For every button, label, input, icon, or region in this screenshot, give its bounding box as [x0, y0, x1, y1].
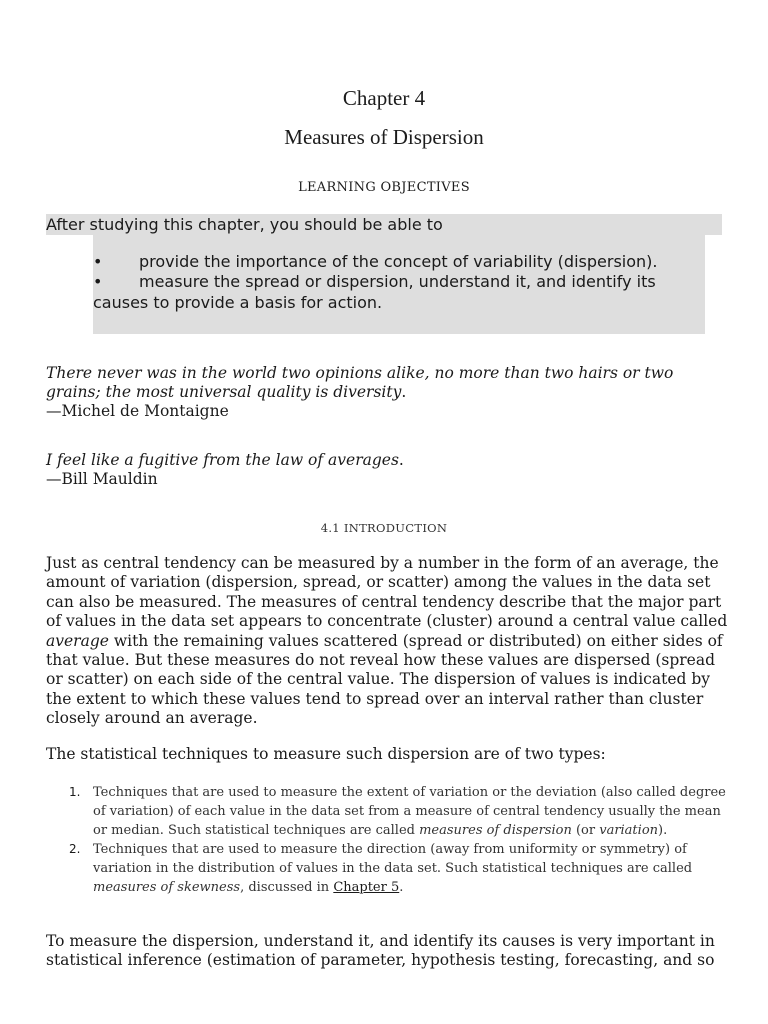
list-text: Techniques that are used to measure the extent of variation or the deviation (also called degree of variation) of each value in the data set from a measure of central tendency usually the mean or median. Such statistical techniques are called — [93, 785, 726, 838]
objectives-list — [93, 235, 705, 334]
list-text: , discussed in — [240, 880, 334, 895]
numbered-list — [46, 783, 726, 897]
objective-text: provide the importance of the concept of variability (dispersion). — [139, 252, 658, 271]
epigraph-quote — [46, 451, 726, 489]
list-emphasis: measures of dispersion — [419, 823, 572, 838]
chapter-5-link[interactable]: Chapter 5 — [333, 880, 400, 895]
objectives-intro: After studying this chapter, you should be able to — [46, 214, 722, 235]
objective-text: measure the spread or dispersion, understand it, and identify its causes to provide a basis for action. — [93, 272, 656, 312]
quote-text-block — [46, 451, 726, 470]
list-text: ). — [658, 823, 668, 838]
list-text: . — [399, 880, 404, 895]
paragraph-text: Just as central tendency can be measured by a number in the form of an average, the amount of variation (dispersion, spread, or scatter) among the values in the data set can also be measured. The measures of central tendency describe that the major part of values in the data set appears to concentrate (cluster) around a central value called — [46, 554, 728, 631]
learning-objectives-heading: LEARNING OBJECTIVES — [298, 180, 470, 195]
body-paragraph: The statistical techniques to measure such dispersion are of two types: — [46, 745, 606, 763]
list-text: (or — [571, 823, 600, 838]
bullet-icon: • — [93, 252, 103, 271]
list-emphasis: variation — [599, 823, 659, 838]
list-number: 2. — [69, 842, 81, 856]
quote-text-block — [46, 364, 726, 402]
quote-text: I feel like a fugitive from the law of averages — [46, 451, 399, 469]
section-heading: 4.1 INTRODUCTION — [320, 521, 448, 535]
bullet-icon: • — [93, 272, 103, 292]
quote-trailing-punctuation: . — [398, 451, 404, 469]
paragraph-emphasis: average — [46, 631, 109, 650]
quote-author: —Bill Mauldin — [46, 470, 158, 488]
list-emphasis: measures of skewness — [93, 880, 241, 895]
list-item — [46, 783, 726, 840]
epigraph-quote — [46, 364, 726, 421]
objective-item — [93, 272, 705, 313]
list-number: 1. — [69, 785, 81, 799]
quote-text: There never was in the world two opinions alike, no more than two hairs or two grains; the most universal quality is diversity — [46, 364, 674, 401]
list-text: Techniques that are used to measure the direction (away from uniformity or symmetry) of variation in the distribution of values in the data set. Such statistical techniques are called — [93, 842, 693, 876]
quote-trailing-punctuation: . — [401, 383, 407, 401]
body-paragraph — [46, 554, 736, 729]
chapter-number: Chapter 4 — [342, 86, 426, 110]
chapter-title: Measures of Dispersion — [284, 125, 484, 149]
paragraph-text: with the remaining values scattered (spread or distributed) on either sides of that value. But these measures do not reveal how these values are dispersed (spread or scatter) on each side of the central value. The dispersion of values is indicated by the extent to which these values tend to spread over an interval rather than cluster closely around an average. — [46, 631, 723, 728]
body-paragraph: To measure the dispersion, understand it, and identify its causes is very important in statistical inference (estimation of parameter, hypothesis testing, forecasting, and so — [46, 932, 715, 970]
quote-author: —Michel de Montaigne — [46, 402, 229, 420]
list-item — [46, 840, 726, 897]
objective-item — [93, 252, 705, 272]
